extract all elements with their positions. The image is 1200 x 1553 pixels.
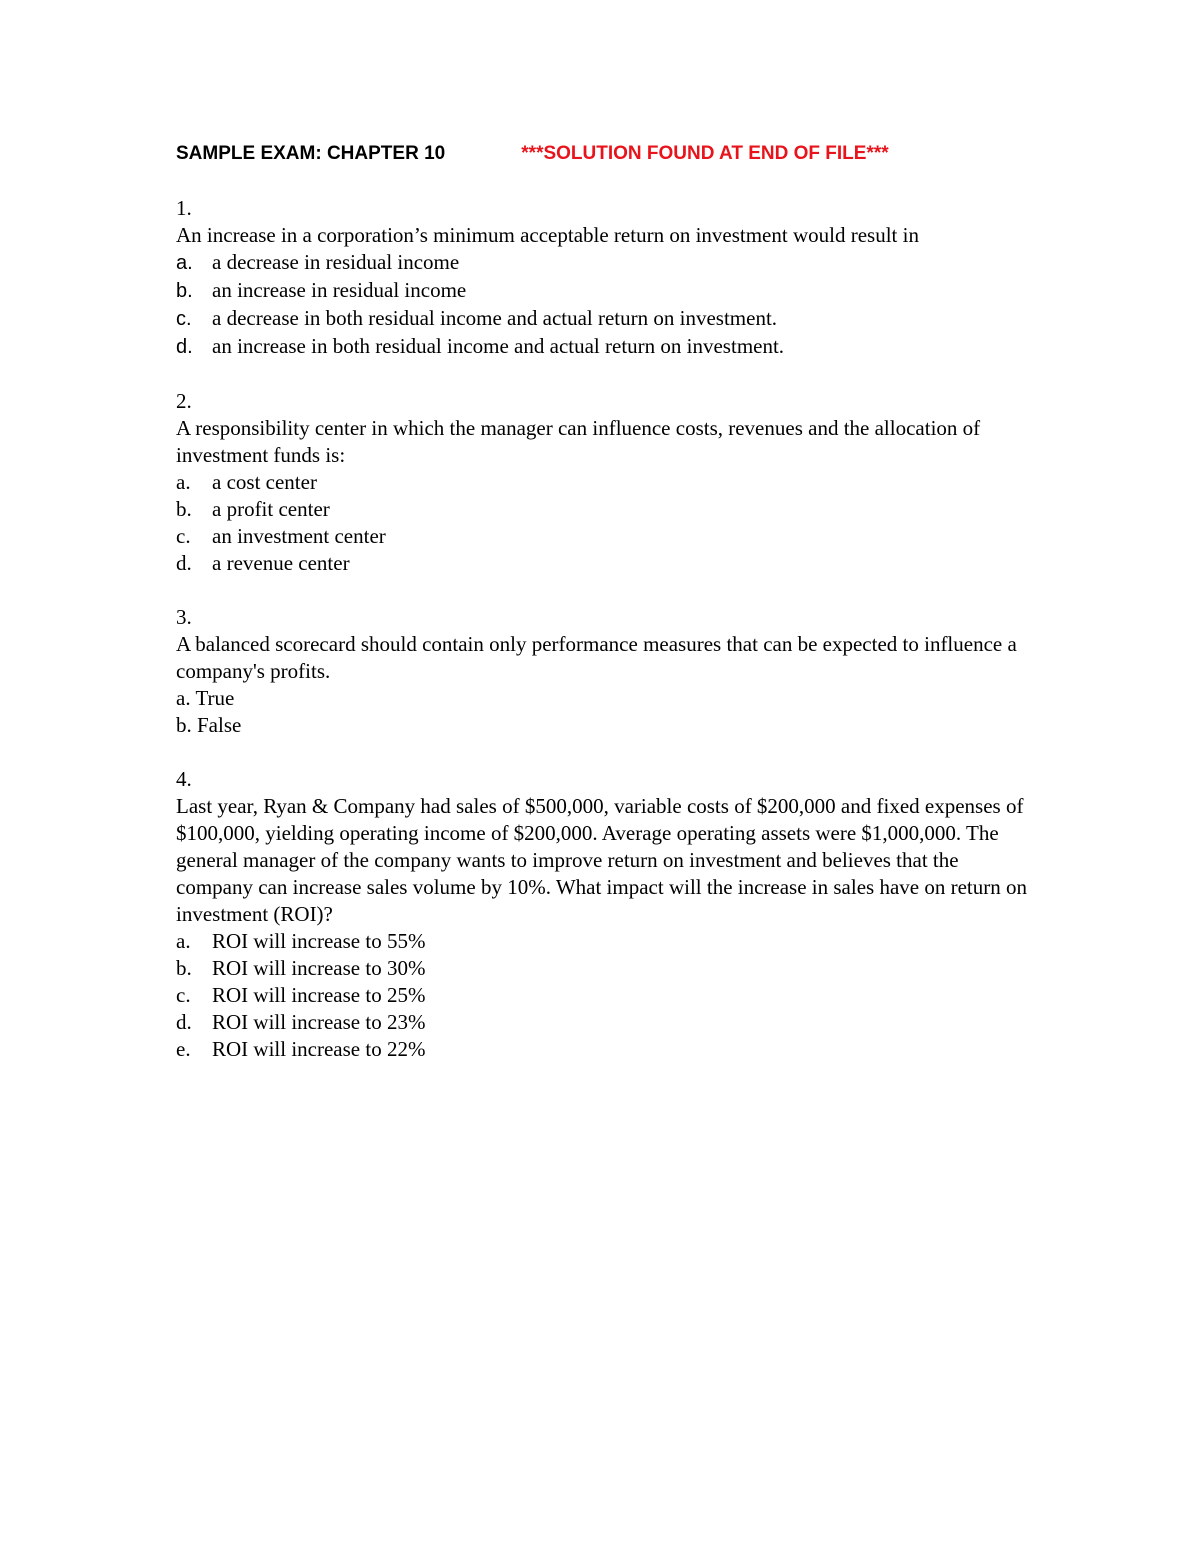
option-text: a revenue center bbox=[212, 551, 350, 575]
option-letter: a. bbox=[176, 252, 193, 274]
option-b bbox=[176, 712, 1036, 739]
exam-title: SAMPLE EXAM: CHAPTER 10 bbox=[176, 143, 446, 164]
option-text: a decrease in residual income bbox=[212, 250, 460, 274]
question-text: An increase in a corporation’s minimum acceptable return on investment would result in bbox=[176, 223, 919, 247]
option-c bbox=[176, 982, 1036, 1009]
option-text: an increase in both residual income and actual return on investment. bbox=[212, 334, 785, 358]
option-d bbox=[176, 1009, 1036, 1036]
question-3 bbox=[176, 604, 1036, 739]
option-letter: b. bbox=[176, 497, 192, 521]
option-list bbox=[176, 249, 1036, 361]
question-text: A responsibility center in which the manager can influence costs, revenues and the allocation of investment funds is: bbox=[176, 416, 981, 467]
option-c bbox=[176, 523, 1036, 550]
question-1 bbox=[176, 195, 1036, 361]
option-letter: b. bbox=[176, 280, 193, 302]
question-text: Last year, Ryan & Company had sales of $500,000, variable costs of $200,000 and fixed expenses of $100,000, yielding operating income of $200,000. Average operating assets were $1,000,000. The general manager of the company wants to improve return on investment and believes that the company can increase sales volume by 10%. What impact will the increase in sales have on return on investment (ROI)? bbox=[176, 794, 1027, 926]
option-a bbox=[176, 469, 1036, 496]
option-text: a decrease in both residual income and actual return on investment. bbox=[212, 306, 778, 330]
option-text: True bbox=[195, 686, 235, 710]
option-d bbox=[176, 550, 1036, 577]
option-e bbox=[176, 1036, 1036, 1063]
option-letter: b. bbox=[176, 956, 192, 980]
exam-header bbox=[176, 140, 889, 168]
option-b bbox=[176, 955, 1036, 982]
option-text: ROI will increase to 30% bbox=[212, 956, 426, 980]
option-letter: c. bbox=[176, 524, 191, 548]
option-text: ROI will increase to 22% bbox=[212, 1037, 426, 1061]
option-letter: b. bbox=[176, 713, 192, 737]
option-list bbox=[176, 928, 1036, 1063]
option-list bbox=[176, 469, 1036, 577]
option-letter: d. bbox=[176, 336, 193, 358]
option-letter: d. bbox=[176, 551, 192, 575]
question-number: 2. bbox=[176, 389, 192, 413]
option-letter: a. bbox=[176, 929, 191, 953]
solution-notice: ***SOLUTION FOUND AT END OF FILE*** bbox=[521, 143, 889, 164]
option-letter: e. bbox=[176, 1037, 191, 1061]
option-c bbox=[176, 305, 1036, 333]
option-letter: c. bbox=[176, 308, 192, 330]
question-text: A balanced scorecard should contain only performance measures that can be expected to influence a company's profits. bbox=[176, 632, 1017, 683]
question-list bbox=[176, 195, 1036, 1090]
option-letter: a. bbox=[176, 470, 191, 494]
option-text: a cost center bbox=[212, 470, 317, 494]
option-d bbox=[176, 333, 1036, 361]
option-a bbox=[176, 928, 1036, 955]
option-a bbox=[176, 249, 1036, 277]
option-text: a profit center bbox=[212, 497, 330, 521]
option-text: False bbox=[197, 713, 242, 737]
option-letter: a. bbox=[176, 686, 191, 710]
option-b bbox=[176, 277, 1036, 305]
question-number: 4. bbox=[176, 767, 192, 791]
option-b bbox=[176, 496, 1036, 523]
option-text: ROI will increase to 23% bbox=[212, 1010, 426, 1034]
option-text: ROI will increase to 55% bbox=[212, 929, 426, 953]
question-number: 1. bbox=[176, 196, 192, 220]
question-4 bbox=[176, 766, 1036, 1063]
option-text: an increase in residual income bbox=[212, 278, 467, 302]
option-text: ROI will increase to 25% bbox=[212, 983, 426, 1007]
question-2 bbox=[176, 388, 1036, 577]
option-text: an investment center bbox=[212, 524, 386, 548]
question-number: 3. bbox=[176, 605, 192, 629]
option-letter: d. bbox=[176, 1010, 192, 1034]
option-a bbox=[176, 685, 1036, 712]
option-letter: c. bbox=[176, 983, 191, 1007]
option-list bbox=[176, 685, 1036, 739]
